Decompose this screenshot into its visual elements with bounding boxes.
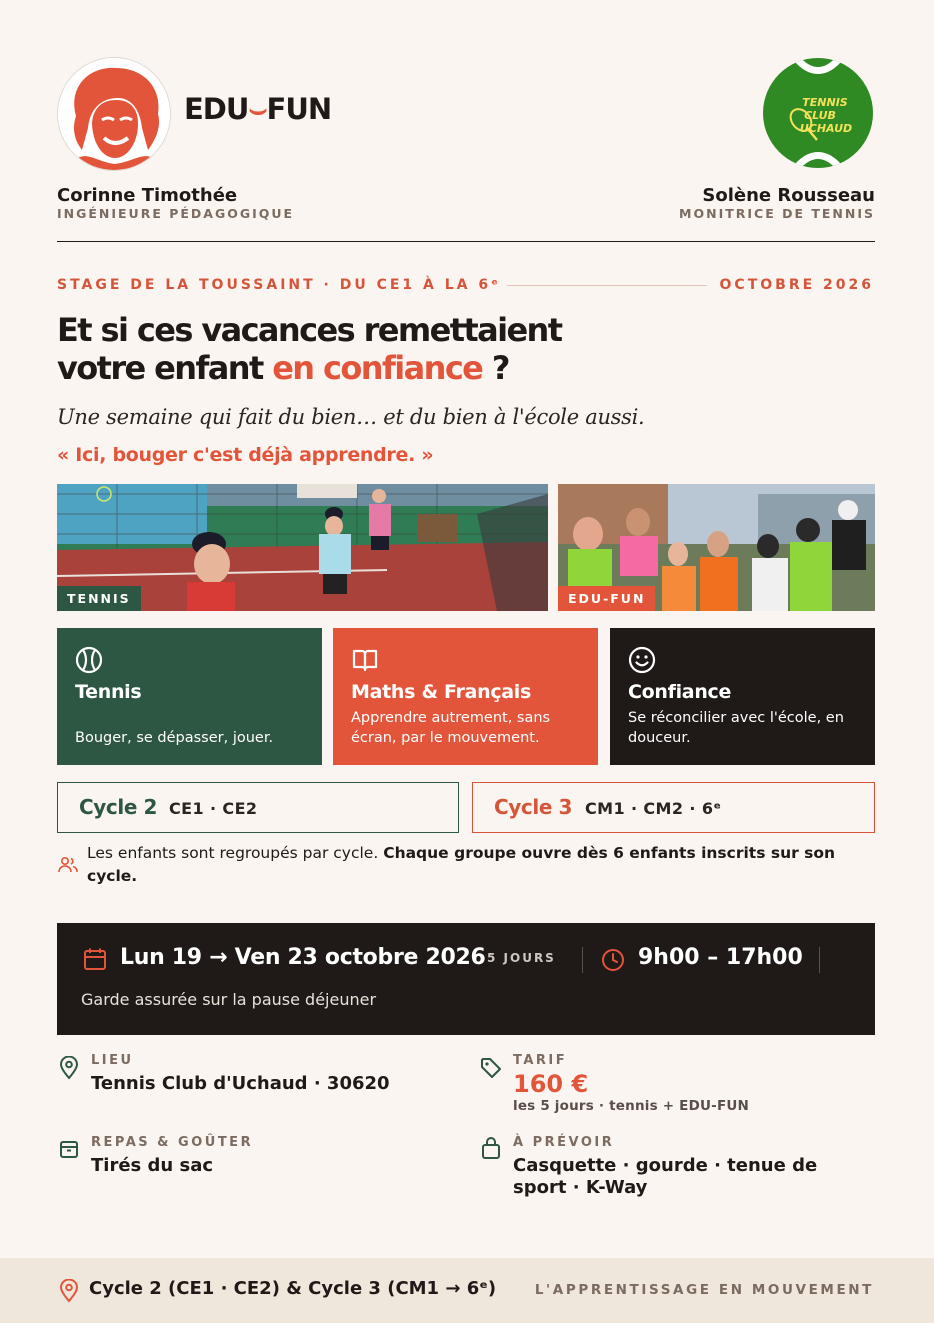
headline (57, 311, 561, 387)
tennis-photo (57, 484, 548, 611)
dates-band (57, 923, 875, 1035)
edu-fun-photo-tag: EDU-FUN (558, 586, 655, 611)
month-eyebrow: OCTOBRE 2026 (719, 277, 874, 293)
info-prevoir (513, 1135, 875, 1199)
lieu-value: Tennis Club d'Uchaud · 30620 (91, 1073, 390, 1094)
tarif-label: TARIF (513, 1053, 568, 1068)
prevoir-value: Casquette · gourde · tenue de sport · K-Way (513, 1155, 818, 1198)
footer-tagline: L'APPRENTISSAGE EN MOUVEMENT (534, 1282, 874, 1298)
left-person (57, 185, 294, 221)
header-divider (57, 241, 875, 242)
clock-icon (601, 948, 625, 972)
prevoir-label: À PRÉVOIR (513, 1135, 615, 1150)
stage-eyebrow: STAGE DE LA TOUSSAINT · DU CE1 À LA 6ᵉ (57, 277, 501, 293)
card-maths-desc: Apprendre autrement, sans écran, par le mouvement. (351, 710, 551, 746)
bag-icon (481, 1136, 501, 1160)
edu-fun-portrait-logo (57, 57, 171, 171)
right-person (679, 185, 875, 221)
card-tennis (57, 628, 322, 765)
card-confiance-title: Confiance (628, 681, 732, 703)
card-confiance-desc: Se réconcilier avec l'école, en douceur. (628, 710, 844, 746)
repas-value: Tirés du sac (91, 1155, 214, 1176)
info-repas (91, 1135, 253, 1177)
tarif-price: 160 € (513, 1070, 589, 1098)
group-icon (58, 856, 78, 874)
footer-cycles: Cycle 2 (CE1 · CE2) & Cycle 3 (CM1 → 6ᵉ) (89, 1278, 497, 1299)
group-note: Les enfants sont regroupés par cycle. Chaque groupe ouvre dès 6 enfants inscrits sur son cycle. (87, 844, 836, 885)
brand-wordmark: EDU⌣FUN (184, 92, 332, 126)
tarif-sub: les 5 jours · tennis + EDU-FUN (513, 1098, 750, 1114)
calendar-icon (83, 947, 107, 971)
tennis-photo-tag: TENNIS (57, 586, 141, 611)
band-hours: 9h00 – 17h00 (638, 945, 803, 970)
info-tarif (513, 1053, 749, 1114)
card-maths-francais (333, 628, 598, 765)
card-tennis-title: Tennis (75, 681, 142, 703)
right-person-role: MONITRICE DE TENNIS (679, 206, 875, 221)
lieu-label: LIEU (91, 1053, 134, 1068)
info-lieu (91, 1053, 390, 1095)
card-tennis-desc: Bouger, se dépasser, jouer. (75, 730, 274, 746)
headline-line1: Et si ces vacances remettaient (57, 311, 562, 349)
band-separator-end (819, 947, 820, 973)
book-icon (351, 646, 379, 674)
left-person-role: INGÉNIEURE PÉDAGOGIQUE (57, 206, 295, 221)
card-confiance (610, 628, 875, 765)
location-pin-icon (59, 1056, 79, 1080)
lunchbox-icon (59, 1139, 79, 1159)
cycle-2-levels: CE1 · CE2 (169, 799, 258, 818)
headline-line2: votre enfant en confiance ? (57, 349, 509, 387)
band-dates: Lun 19 → Ven 23 octobre 2026 (120, 945, 486, 970)
cycle-3-name: Cycle 3 (494, 795, 573, 819)
eyebrow-divider (507, 285, 707, 286)
price-tag-icon (480, 1057, 502, 1079)
smile-icon: ⌣ (248, 92, 267, 126)
cycle-3-box (472, 782, 875, 833)
cycle-3-levels: CM1 · CM2 · 6ᵉ (585, 799, 722, 818)
band-note: Garde assurée sur la pause déjeuner (81, 990, 377, 1009)
right-person-name: Solène Rousseau (702, 185, 875, 206)
smiley-icon (628, 646, 656, 674)
footer (0, 1258, 934, 1323)
band-days: 5 JOURS (487, 951, 556, 965)
tennis-club-logo (763, 58, 873, 168)
tennis-ball-icon (75, 646, 103, 674)
subline: Une semaine qui fait du bien… et du bien à l'école aussi. (57, 405, 645, 429)
band-separator (582, 947, 583, 973)
cycle-2-box (57, 782, 459, 833)
quote: « Ici, bouger c'est déjà apprendre. » (57, 444, 434, 466)
edu-fun-photo (558, 484, 875, 611)
card-maths-title: Maths & Français (351, 681, 532, 703)
left-person-name: Corinne Timothée (57, 185, 238, 206)
club-logo-text: TENNIS CLUB UCHAUD (799, 96, 853, 135)
repas-label: REPAS & GOÛTER (91, 1135, 254, 1150)
cycle-2-name: Cycle 2 (79, 795, 158, 819)
footer-location-pin-icon (59, 1279, 79, 1303)
